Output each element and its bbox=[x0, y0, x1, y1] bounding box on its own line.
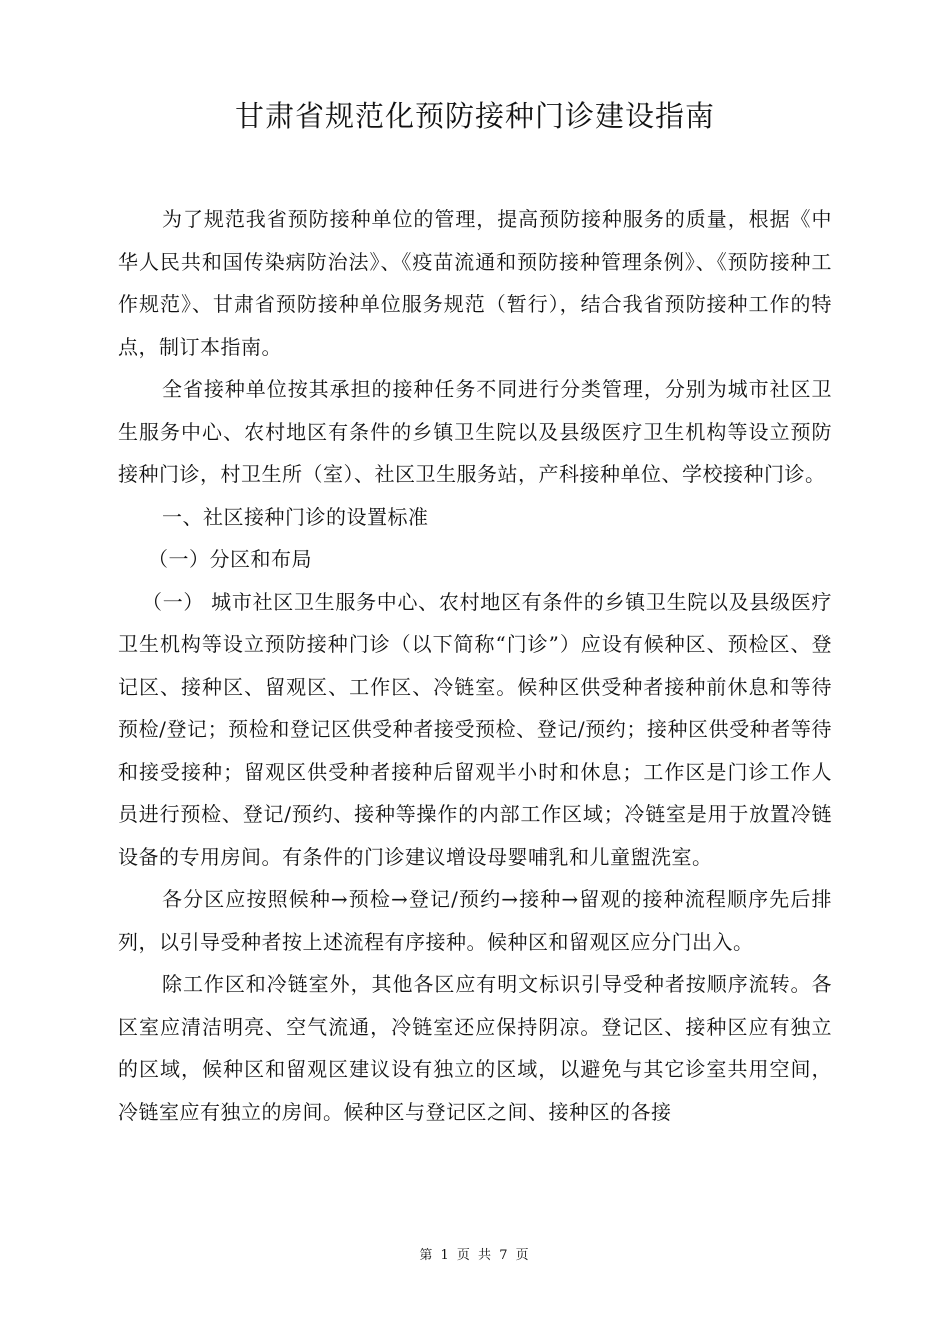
paragraph-classification: 全省接种单位按其承担的接种任务不同进行分类管理，分别为城市社区卫生服务中心、农村地区有条件的乡镇卫生院以及县级医疗卫生机构等设立预防接种门诊，村卫生所（室）、社区卫生服务站，产科接种单位、学校接种门诊。 bbox=[118, 377, 832, 486]
document-body bbox=[118, 198, 832, 1133]
page-footer: 第 1 页 共 7 页 bbox=[419, 1248, 531, 1263]
paragraph-signage: 除工作区和冷链室外，其他各区应有明文标识引导受种者按顺序流转。各区室应清洁明亮、空气流通，冷链室还应保持阴凉。登记区、接种区应有独立的区域，候种区和留观区建议设有独立的区域，以避免与其它诊室共用空间，冷链室应有独立的房间。候种区与登记区之间、接种区的各接 bbox=[118, 972, 832, 1124]
subsection-heading: （一）分区和布局 bbox=[148, 547, 312, 571]
paragraph-zones: （一） 城市社区卫生服务中心、农村地区有条件的乡镇卫生院以及县级医疗卫生机构等设立预防接种门诊（以下简称“门诊”）应设有候种区、预检区、登记区、接种区、留观区、工作区、冷链室。候种区供受种者接种前休息和等待预检/登记；预检和登记区供受种者接受预检、登记/预约；接种区供受种者等待和接受接种；留观区供受种者接种后留观半小时和休息；工作区是门诊工作人员进行预检、登记/预约、接种等操作的内部工作区域；冷链室是用于放置冷链设备的专用房间。有条件的门诊建议增设母婴哺乳和儿童盥洗室。 bbox=[118, 589, 832, 869]
document-title: 甘肃省规范化预防接种门诊建设指南 bbox=[234, 99, 715, 133]
paragraph-intro: 为了规范我省预防接种单位的管理，提高预防接种服务的质量，根据《中华人民共和国传染病防治法》、《疫苗流通和预防接种管理条例》、《预防接种工作规范》、甘肃省预防接种单位服务规范（暂行），结合我省预防接种工作的特点，制订本指南。 bbox=[118, 207, 832, 359]
paragraph-flow-order: 各分区应按照候种→预检→登记/预约→接种→留观的接种流程顺序先后排列，以引导受种者按上述流程有序接种。候种区和留观区应分门出入。 bbox=[118, 887, 832, 954]
section-heading: 一、社区接种门诊的设置标准 bbox=[162, 504, 429, 529]
